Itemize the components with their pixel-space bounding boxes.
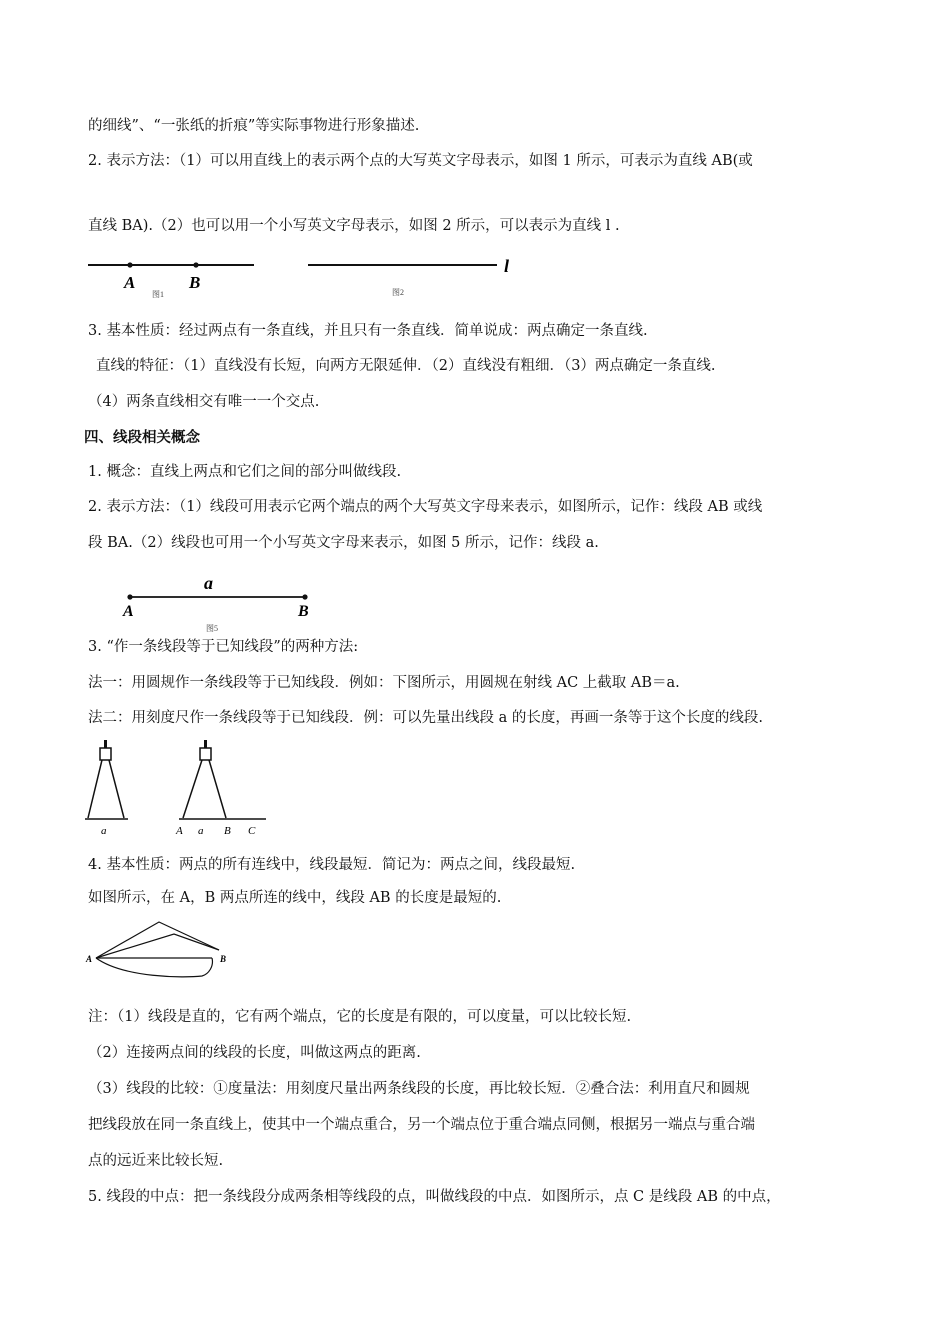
- segment-a-label: a: [204, 573, 213, 593]
- endpoint-b-dot: [302, 594, 307, 599]
- figure-2-line-l: [300, 255, 525, 301]
- figure-5-segment-a: [118, 572, 323, 636]
- figure-1-caption: 图1: [152, 290, 164, 299]
- figure-compass-method: [84, 738, 274, 838]
- segment-a-label: a: [101, 825, 107, 837]
- figure-5-caption: 图5: [206, 624, 218, 633]
- text-line: 的细线”、“一张纸的折痕”等实际事物进行形象描述.: [88, 118, 420, 134]
- figure-1-line-ab: [84, 255, 264, 301]
- text-line: 2. 表示方法：（1）线段可用表示它两个端点的两个大写英文字母来表示，如图所示，记作：线段 AB 或线: [88, 499, 763, 515]
- curve-path: [96, 958, 212, 977]
- text-line: 点的远近来比较长短.: [88, 1153, 224, 1169]
- line-l-label: l: [504, 256, 510, 276]
- polyline-path: [96, 934, 219, 958]
- point-a-label: A: [124, 273, 136, 292]
- text-line: 直线的特征：（1）直线没有长短，向两方无限延伸．（2）直线没有粗细．（3）两点确定一条直线.: [96, 358, 716, 374]
- point-b-label: B: [224, 825, 231, 837]
- point-b-label: B: [220, 954, 227, 964]
- text-line: 3. 基本性质：经过两点有一条直线，并且只有一条直线．简单说成：两点确定一条直线.: [88, 323, 648, 339]
- text-line: 直线 BA).（2）也可以用一个小写英文字母表示，如图 2 所示，可以表示为直线 l .: [88, 218, 620, 234]
- endpoint-a-dot: [127, 594, 132, 599]
- text-line: 法一：用圆规作一条线段等于已知线段．例如：下图所示，用圆规在射线 AC 上截取 AB＝a.: [88, 675, 680, 691]
- point-a-dot: [127, 262, 132, 267]
- text-line: 1. 概念：直线上两点和它们之间的部分叫做线段.: [88, 464, 402, 480]
- endpoint-a-label: A: [123, 603, 134, 620]
- text-line: 段 BA.（2）线段也可用一个小写英文字母来表示，如图 5 所示，记作：线段 a.: [88, 535, 599, 551]
- point-a-label: A: [86, 954, 93, 964]
- point-b-dot: [193, 262, 198, 267]
- text-line: 2. 表示方法：（1）可以用直线上的表示两个点的大写英文字母表示，如图 1 所示，可表示为直线 AB(或: [88, 153, 753, 169]
- text-line: 4. 基本性质：两点的所有连线中，线段最短．简记为：两点之间，线段最短.: [88, 857, 576, 873]
- text-line: 注：（1）线段是直的，它有两个端点，它的长度是有限的，可以度量，可以比较长短.: [88, 1009, 632, 1025]
- text-line: （3）线段的比较：①度量法：用刻度尺量出两条线段的长度，再比较长短．②叠合法：利用直尺和圆规: [88, 1081, 750, 1097]
- segment-a-label: a: [198, 825, 204, 837]
- text-line: 3. “作一条线段等于已知线段”的两种方法:: [88, 639, 359, 655]
- point-b-label: B: [189, 273, 201, 292]
- figure-shortest-path: [84, 916, 244, 986]
- compass-icon: [88, 740, 124, 818]
- text-line: 如图所示，在 A，B 两点所连的线中，线段 AB 的长度是最短的.: [88, 890, 502, 906]
- point-a-label: A: [176, 825, 183, 837]
- figure-2-caption: 图2: [392, 288, 404, 297]
- text-line: 法二：用刻度尺作一条线段等于已知线段．例：可以先量出线段 a 的长度，再画一条等于这个长度的线段.: [88, 710, 763, 726]
- text-line: （4）两条直线相交有唯一一个交点.: [88, 394, 320, 410]
- text-line: 5. 线段的中点：把一条线段分成两条相等线段的点，叫做线段的中点．如图所示，点 C 是线段 AB 的中点，: [88, 1189, 781, 1205]
- point-c-label: C: [248, 825, 256, 837]
- compass-icon: [183, 740, 226, 818]
- section-heading: 四、线段相关概念: [84, 430, 200, 446]
- endpoint-b-label: B: [298, 603, 309, 620]
- text-line: 把线段放在同一条直线上，使其中一个端点重合，另一个端点位于重合端点同侧，根据另一端点与重合端: [88, 1117, 755, 1133]
- text-line: （2）连接两点间的线段的长度，叫做这两点的距离.: [88, 1045, 421, 1061]
